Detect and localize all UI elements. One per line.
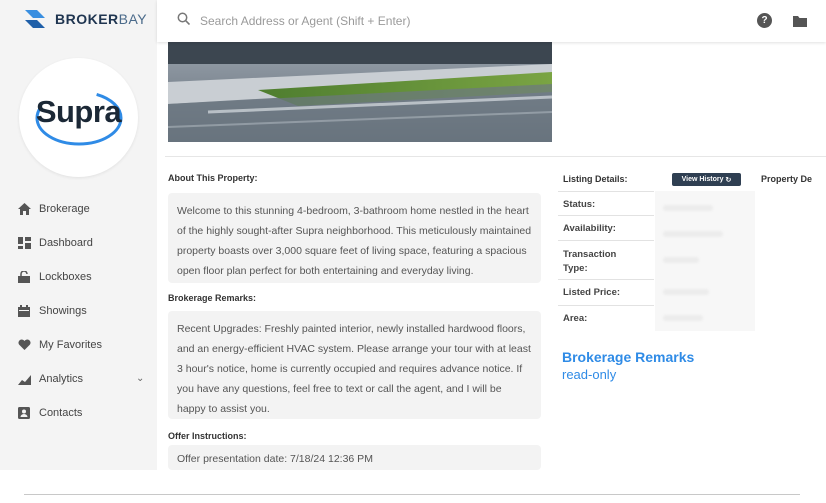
logo-text: Supra	[35, 94, 122, 129]
sidebar-item-label: My Favorites	[39, 339, 102, 351]
lock-icon	[17, 270, 31, 284]
history-icon: ↻	[725, 176, 732, 184]
property-photo	[168, 42, 552, 142]
listing-values-blurred	[655, 191, 755, 331]
detail-label-transaction-type: Transaction Type:	[563, 249, 617, 274]
home-icon	[17, 202, 31, 216]
listing-details-title: Listing Details:	[563, 174, 628, 184]
sidebar-item-dashboard[interactable]	[0, 226, 157, 260]
brokerbay-mark-icon	[23, 8, 47, 30]
blurred-value	[663, 315, 703, 321]
sidebar-item-label: Dashboard	[39, 237, 93, 249]
about-text: Welcome to this stunning 4-bedroom, 3-bathroom home nestled in the heart of the highly sought-after Supra neighborhood. This meticulously maintained property boasts over 3,000 square feet of living space, featuring a spacious open floor plan perfect for both entertaining and everyday living.	[177, 205, 532, 277]
view-history-label: View History	[681, 176, 724, 183]
annotation-title: Brokerage Remarks	[562, 349, 695, 365]
heart-icon	[17, 338, 31, 352]
brokerage-remarks-text: Recent Upgrades: Freshly painted interior, newly installed hardwood floors, and an energy-efficient HVAC system. Please arrange your tour with at least 3 hour's notice, home is currently occupied and requires advance notice. If you have any questions, feel free to text or call the agent, and I will be happy to assist you.	[177, 323, 531, 415]
divider	[165, 156, 826, 157]
top-bar	[157, 0, 826, 42]
offer-card	[168, 445, 541, 470]
brokerage-remarks-title: Brokerage Remarks:	[168, 293, 257, 303]
brokerage-logo	[19, 58, 138, 177]
row-divider	[558, 279, 654, 280]
sidebar-item-lockboxes[interactable]	[0, 260, 157, 294]
brand-logo[interactable]	[23, 8, 147, 30]
annotation-subtitle: read-only	[562, 367, 617, 382]
sidebar-item-label: Analytics	[39, 373, 84, 385]
chart-icon	[17, 372, 31, 386]
search-icon	[177, 12, 190, 30]
sidebar-item-showings[interactable]	[0, 294, 157, 328]
help-icon[interactable]: ?	[757, 13, 772, 28]
dashboard-icon	[17, 236, 31, 250]
detail-label-availability: Availability:	[563, 223, 616, 234]
blurred-value	[663, 205, 713, 211]
sidebar-nav	[0, 192, 157, 430]
row-divider	[558, 305, 654, 306]
sidebar-item-label: Showings	[39, 305, 87, 317]
row-divider	[558, 240, 654, 241]
detail-label-listed-price: Listed Price:	[563, 287, 621, 298]
search-bar[interactable]	[177, 12, 410, 30]
sidebar-item-contacts[interactable]	[0, 396, 157, 430]
search-input[interactable]: Search Address or Agent (Shift + Enter)	[200, 14, 411, 28]
sidebar-item-analytics[interactable]	[0, 362, 157, 396]
tab-property-details[interactable]: Property De	[761, 174, 813, 184]
about-title: About This Property:	[168, 173, 258, 183]
sidebar-item-label: Contacts	[39, 407, 83, 419]
blurred-value	[663, 289, 709, 295]
bottom-divider	[24, 494, 800, 495]
offer-title: Offer Instructions:	[168, 431, 247, 441]
detail-label-area: Area:	[563, 313, 588, 324]
calendar-icon	[17, 304, 31, 318]
blurred-value	[663, 257, 699, 263]
row-divider	[558, 215, 654, 216]
folder-icon[interactable]	[793, 14, 807, 32]
view-history-button[interactable]	[672, 173, 741, 186]
sidebar	[0, 0, 157, 470]
contact-card-icon	[17, 406, 31, 420]
sidebar-item-label: Brokerage	[39, 203, 90, 215]
chevron-down-icon[interactable]: ⌄	[136, 373, 145, 384]
offer-text: Offer presentation date: 7/18/24 12:36 PM	[177, 453, 373, 465]
sidebar-item-brokerage[interactable]	[0, 192, 157, 226]
sidebar-item-label: Lockboxes	[39, 271, 92, 283]
blurred-value	[663, 231, 723, 237]
detail-label-status: Status:	[563, 199, 596, 210]
sidebar-item-my-favorites[interactable]	[0, 328, 157, 362]
row-divider	[558, 191, 654, 192]
about-card	[168, 193, 541, 283]
brokerage-remarks-card	[168, 311, 541, 419]
brand-name: BROKERBAY	[55, 11, 148, 27]
